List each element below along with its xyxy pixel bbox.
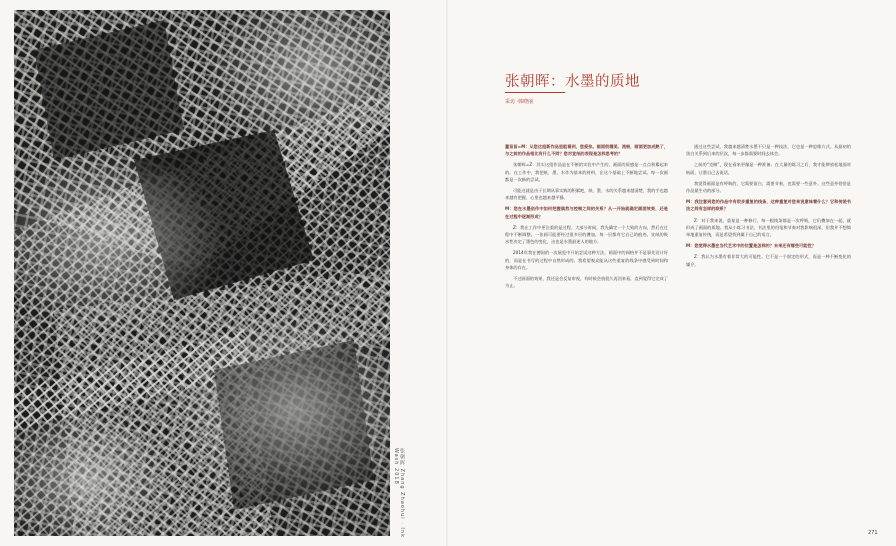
paragraph: Z：对于我来说，重复是一种修行。每一根线条都是一次呼吸，它们叠加在一起，就形成了画面的质地。我从小练习书法，书法里的用笔和节奏对我影响很深，但我并不想简单地重复传统，而是希望找到属于自己的语言。 (686, 217, 851, 238)
paragraph: 2014年我在德国的一次展览中开始尝试这种方法，画面中的网格并不是事先设计好的，而是在书写的过程中自然形成的。我希望观众能从这些重复的线条中感受到时间和身体的存在。 (505, 250, 668, 270)
paragraph: 之前的“克制”，现在看来更像是一种准备。在大量的练习之后，我才能够放松地面对纸面，让墨自己去说话。 (686, 162, 851, 175)
paragraph: 董苗苗=M：从您这组新作品里能看到，您爱张。画面很精美、流畅，画面更加成熟了，与之前的作品相比有什么不同？您对宣纸的表现是怎样思考的？ (505, 144, 668, 157)
paragraph: 张朝晖=Z：其实这组作品是在不断的实验中产生的，画面的质感是一点点积累起来的。在工作中，我把纸、墨、水作为基本的材料，在这个基础上不断地尝试。每一次画都是一次新的尝试。 (505, 162, 668, 182)
ink-grid-artwork (14, 10, 390, 536)
article-author: 采访 ·韩晓丽 (505, 99, 534, 105)
text-column-left (505, 143, 668, 535)
paragraph: Z：我在工作中更注重的是过程。大部分时候，我先确定一个大致的方向，然后在过程中不断调整。一张画可能要经过很多层的叠加，每一层都有它自己的痕迹。宣纸的吸水性决定了墨色的变化，这也是水墨最迷人的地方。 (505, 224, 668, 245)
text-column-right (686, 143, 851, 535)
paragraph: 可能这就是由于长期从事实践的积累吧，纸、墨、水的关系越来越清楚，我的手也越来越有把握，心里也越来越平静。 (505, 188, 668, 201)
paragraph: 我觉得画面是有呼吸的，它需要留白，需要节奏，也需要一些意外。这些意外恰恰是作品最生动的部分。 (686, 180, 851, 194)
paragraph: M：您觉得水墨在当代艺术中的位置是怎样的？未来还有哪些可能性？ (686, 243, 816, 249)
title-underline (505, 92, 565, 93)
side-caption: 张朝晖 Zhang Zhaohui · Ink Wash 2018 (393, 448, 405, 538)
paragraph: Z：我认为水墨有着非常大的可能性。它不是一个固定的形式，而是一种不断变化的媒介。 (686, 254, 851, 267)
paragraph: M：我注意到您的作品中有很多重复的线条，这种重复对您来说意味着什么？它和传统书法之间有怎样的联系？ (686, 199, 851, 212)
paragraph: M：您在水墨创作中如何把握偶然与控制之间的关系？从一开始就确定画面效果，还是在过程中逐渐形成？ (505, 206, 668, 219)
article-title: 张朝晖：水墨的质地 (505, 74, 640, 90)
paragraph: 通过这些尝试，我越来越清楚水墨不只是一种技法，它也是一种思维方式。从最初的黑白关系到后来的层次，每一步都需要时间去体会。 (686, 144, 851, 157)
paragraph: 不过画面的效果，我还是会反复审视，有时候会放很久再回来看，直到觉得它完成了为止。 (505, 276, 668, 289)
artwork-canvas (14, 10, 390, 536)
page-number: 271 (868, 530, 878, 536)
